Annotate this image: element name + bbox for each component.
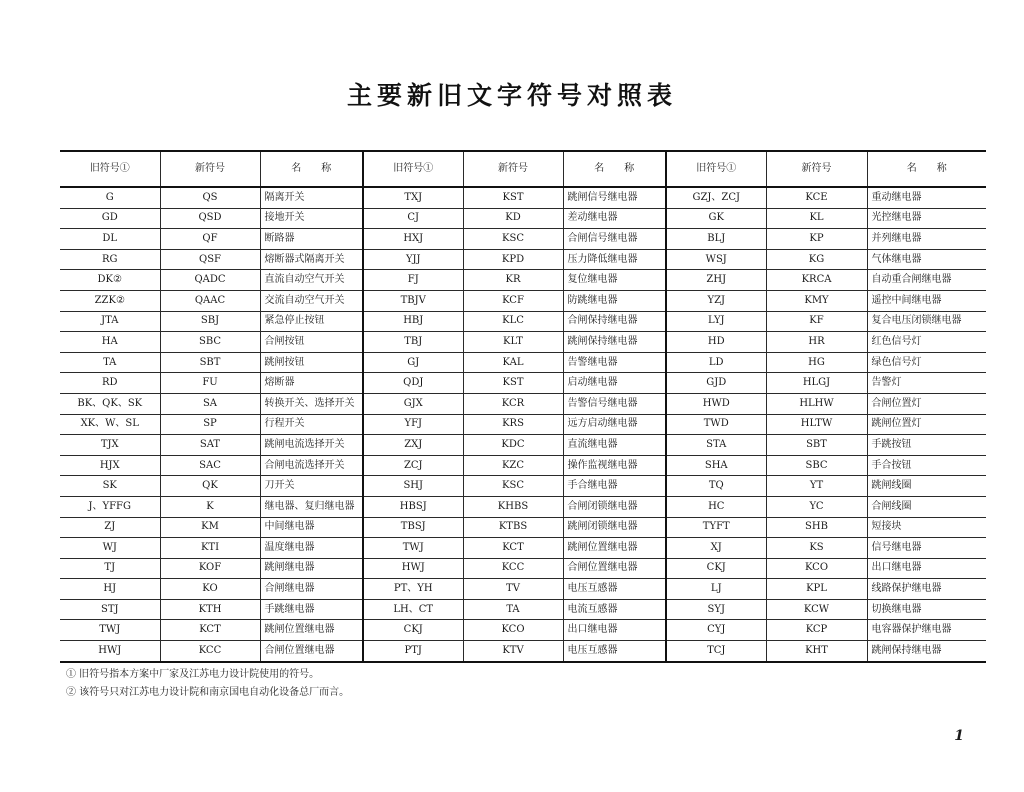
old-symbol-cell: TBJV <box>363 290 463 311</box>
old-symbol-cell: YFJ <box>363 414 463 435</box>
table-row <box>60 517 986 538</box>
name-cell: 断路器 <box>260 229 363 250</box>
old-symbol-cell: WJ <box>60 538 160 559</box>
name-cell: 手合按钮 <box>867 455 986 476</box>
old-symbol-cell: JTA <box>60 311 160 332</box>
name-cell: 并列继电器 <box>867 229 986 250</box>
name-cell: 出口继电器 <box>563 620 666 641</box>
new-symbol-cell: QSD <box>160 208 260 229</box>
old-symbol-cell: WSJ <box>666 249 766 270</box>
old-symbol-cell: LH、CT <box>363 599 463 620</box>
name-cell: 复合电压闭锁继电器 <box>867 311 986 332</box>
table-row <box>60 579 986 600</box>
old-symbol-cell: LYJ <box>666 311 766 332</box>
new-symbol-cell: SBT <box>766 435 867 456</box>
name-cell: 隔离开关 <box>260 187 363 208</box>
column-header: 新符号 <box>766 151 867 187</box>
page-number: 1 <box>954 728 964 744</box>
old-symbol-cell: TJX <box>60 435 160 456</box>
old-symbol-cell: DL <box>60 229 160 250</box>
old-symbol-cell: RG <box>60 249 160 270</box>
old-symbol-cell: GJD <box>666 373 766 394</box>
old-symbol-cell: XK、W、SL <box>60 414 160 435</box>
new-symbol-cell: HLHW <box>766 393 867 414</box>
name-cell: 复位继电器 <box>563 270 666 291</box>
new-symbol-cell: SAT <box>160 435 260 456</box>
name-cell: 绿色信号灯 <box>867 352 986 373</box>
old-symbol-cell: HA <box>60 332 160 353</box>
column-header: 新符号 <box>160 151 260 187</box>
table-row <box>60 270 986 291</box>
old-symbol-cell: TCJ <box>666 641 766 662</box>
name-cell: 跳闸保持继电器 <box>867 641 986 662</box>
name-cell: 合闸电流选择开关 <box>260 455 363 476</box>
name-cell: 防跳继电器 <box>563 290 666 311</box>
old-symbol-cell: TWJ <box>363 538 463 559</box>
new-symbol-cell: KHT <box>766 641 867 662</box>
new-symbol-cell: KDC <box>463 435 563 456</box>
name-cell: 跳闸位置继电器 <box>260 620 363 641</box>
old-symbol-cell: CKJ <box>666 558 766 579</box>
old-symbol-cell: CYJ <box>666 620 766 641</box>
name-cell: 告警灯 <box>867 373 986 394</box>
column-header: 名 称 <box>867 151 986 187</box>
new-symbol-cell: SBC <box>160 332 260 353</box>
table-row <box>60 290 986 311</box>
table-row <box>60 620 986 641</box>
table-row <box>60 311 986 332</box>
name-cell: 合闸位置继电器 <box>260 641 363 662</box>
old-symbol-cell: LJ <box>666 579 766 600</box>
name-cell: 光控继电器 <box>867 208 986 229</box>
name-cell: 手跳按钮 <box>867 435 986 456</box>
name-cell: 信号继电器 <box>867 538 986 559</box>
new-symbol-cell: KPL <box>766 579 867 600</box>
new-symbol-cell: KCT <box>463 538 563 559</box>
table-row <box>60 229 986 250</box>
new-symbol-cell: TV <box>463 579 563 600</box>
new-symbol-cell: KCC <box>463 558 563 579</box>
old-symbol-cell: GZJ、ZCJ <box>666 187 766 208</box>
old-symbol-cell: HWD <box>666 393 766 414</box>
new-symbol-cell: KLC <box>463 311 563 332</box>
name-cell: 电压互感器 <box>563 641 666 662</box>
new-symbol-cell: KP <box>766 229 867 250</box>
new-symbol-cell: HR <box>766 332 867 353</box>
old-symbol-cell: ZZK② <box>60 290 160 311</box>
old-symbol-cell: SK <box>60 476 160 497</box>
name-cell: 远方启动继电器 <box>563 414 666 435</box>
old-symbol-cell: CJ <box>363 208 463 229</box>
old-symbol-cell: STJ <box>60 599 160 620</box>
new-symbol-cell: KS <box>766 538 867 559</box>
old-symbol-cell: BLJ <box>666 229 766 250</box>
old-symbol-cell: XJ <box>666 538 766 559</box>
table-row <box>60 249 986 270</box>
new-symbol-cell: SBC <box>766 455 867 476</box>
old-symbol-cell: HJX <box>60 455 160 476</box>
name-cell: 跳闸信号继电器 <box>563 187 666 208</box>
name-cell: 电流互感器 <box>563 599 666 620</box>
new-symbol-cell: KSC <box>463 229 563 250</box>
new-symbol-cell: KM <box>160 517 260 538</box>
name-cell: 合闸线圈 <box>867 496 986 517</box>
name-cell: 刀开关 <box>260 476 363 497</box>
old-symbol-cell: YJJ <box>363 249 463 270</box>
old-symbol-cell: CKJ <box>363 620 463 641</box>
table-row <box>60 435 986 456</box>
new-symbol-cell: SBJ <box>160 311 260 332</box>
name-cell: 跳闸电流选择开关 <box>260 435 363 456</box>
column-header: 旧符号① <box>666 151 766 187</box>
new-symbol-cell: QF <box>160 229 260 250</box>
old-symbol-cell: HWJ <box>363 558 463 579</box>
old-symbol-cell: TBSJ <box>363 517 463 538</box>
old-symbol-cell: DK② <box>60 270 160 291</box>
name-cell: 切换继电器 <box>867 599 986 620</box>
name-cell: 手合继电器 <box>563 476 666 497</box>
old-symbol-cell: PTJ <box>363 641 463 662</box>
name-cell: 继电器、复归继电器 <box>260 496 363 517</box>
old-symbol-cell: ZJ <box>60 517 160 538</box>
new-symbol-cell: KCO <box>463 620 563 641</box>
new-symbol-cell: SP <box>160 414 260 435</box>
old-symbol-cell: GJX <box>363 393 463 414</box>
footnotes <box>66 666 349 702</box>
new-symbol-cell: QK <box>160 476 260 497</box>
table-row <box>60 373 986 394</box>
column-header: 名 称 <box>260 151 363 187</box>
new-symbol-cell: QADC <box>160 270 260 291</box>
new-symbol-cell: SBT <box>160 352 260 373</box>
new-symbol-cell: KTV <box>463 641 563 662</box>
table-row <box>60 414 986 435</box>
new-symbol-cell: KZC <box>463 455 563 476</box>
old-symbol-cell: TJ <box>60 558 160 579</box>
old-symbol-cell: GK <box>666 208 766 229</box>
new-symbol-cell: KTBS <box>463 517 563 538</box>
old-symbol-cell: SHA <box>666 455 766 476</box>
name-cell: 熔断器 <box>260 373 363 394</box>
old-symbol-cell: SHJ <box>363 476 463 497</box>
name-cell: 合闸继电器 <box>260 579 363 600</box>
old-symbol-cell: TYFT <box>666 517 766 538</box>
new-symbol-cell: KCC <box>160 641 260 662</box>
column-header: 旧符号① <box>363 151 463 187</box>
name-cell: 跳闸按钮 <box>260 352 363 373</box>
table-row <box>60 187 986 208</box>
old-symbol-cell: TWJ <box>60 620 160 641</box>
name-cell: 压力降低继电器 <box>563 249 666 270</box>
new-symbol-cell: KF <box>766 311 867 332</box>
old-symbol-cell: YZJ <box>666 290 766 311</box>
table-header-row <box>60 151 986 187</box>
name-cell: 直流自动空气开关 <box>260 270 363 291</box>
name-cell: 告警继电器 <box>563 352 666 373</box>
name-cell: 线路保护继电器 <box>867 579 986 600</box>
name-cell: 出口继电器 <box>867 558 986 579</box>
old-symbol-cell: SYJ <box>666 599 766 620</box>
name-cell: 合闸按钮 <box>260 332 363 353</box>
table-body <box>60 187 986 662</box>
new-symbol-cell: KOF <box>160 558 260 579</box>
name-cell: 跳闸位置灯 <box>867 414 986 435</box>
column-header: 旧符号① <box>60 151 160 187</box>
new-symbol-cell: QS <box>160 187 260 208</box>
old-symbol-cell: HXJ <box>363 229 463 250</box>
table-row <box>60 641 986 662</box>
old-symbol-cell: J、YFFG <box>60 496 160 517</box>
name-cell: 合闸信号继电器 <box>563 229 666 250</box>
new-symbol-cell: SA <box>160 393 260 414</box>
old-symbol-cell: TBJ <box>363 332 463 353</box>
new-symbol-cell: KSC <box>463 476 563 497</box>
new-symbol-cell: SHB <box>766 517 867 538</box>
new-symbol-cell: KCE <box>766 187 867 208</box>
name-cell: 遥控中间继电器 <box>867 290 986 311</box>
new-symbol-cell: TA <box>463 599 563 620</box>
table-row <box>60 558 986 579</box>
symbol-comparison-table <box>60 150 986 663</box>
old-symbol-cell: GJ <box>363 352 463 373</box>
new-symbol-cell: KRCA <box>766 270 867 291</box>
new-symbol-cell: QAAC <box>160 290 260 311</box>
old-symbol-cell: FJ <box>363 270 463 291</box>
old-symbol-cell: RD <box>60 373 160 394</box>
table-row <box>60 496 986 517</box>
name-cell: 跳闸线圈 <box>867 476 986 497</box>
new-symbol-cell: KCF <box>463 290 563 311</box>
new-symbol-cell: KTH <box>160 599 260 620</box>
column-header: 新符号 <box>463 151 563 187</box>
table-row <box>60 538 986 559</box>
name-cell: 行程开关 <box>260 414 363 435</box>
new-symbol-cell: HLTW <box>766 414 867 435</box>
old-symbol-cell: TWD <box>666 414 766 435</box>
table-row <box>60 599 986 620</box>
old-symbol-cell: HBJ <box>363 311 463 332</box>
new-symbol-cell: KRS <box>463 414 563 435</box>
name-cell: 跳闸保持继电器 <box>563 332 666 353</box>
name-cell: 自动重合闸继电器 <box>867 270 986 291</box>
new-symbol-cell: KTI <box>160 538 260 559</box>
old-symbol-cell: G <box>60 187 160 208</box>
name-cell: 温度继电器 <box>260 538 363 559</box>
new-symbol-cell: KL <box>766 208 867 229</box>
name-cell: 接地开关 <box>260 208 363 229</box>
new-symbol-cell: KCT <box>160 620 260 641</box>
new-symbol-cell: KST <box>463 373 563 394</box>
new-symbol-cell: K <box>160 496 260 517</box>
old-symbol-cell: HD <box>666 332 766 353</box>
table-row <box>60 476 986 497</box>
table-row <box>60 393 986 414</box>
new-symbol-cell: KR <box>463 270 563 291</box>
table-row <box>60 455 986 476</box>
footnote-2: ② 该符号只对江苏电力设计院和南京国电自动化设备总厂而言。 <box>66 687 350 698</box>
name-cell: 跳闸闭锁继电器 <box>563 517 666 538</box>
old-symbol-cell: TXJ <box>363 187 463 208</box>
old-symbol-cell: BK、QK、SK <box>60 393 160 414</box>
old-symbol-cell: QDJ <box>363 373 463 394</box>
name-cell: 气体继电器 <box>867 249 986 270</box>
name-cell: 合闸闭锁继电器 <box>563 496 666 517</box>
new-symbol-cell: FU <box>160 373 260 394</box>
table-row <box>60 352 986 373</box>
old-symbol-cell: TQ <box>666 476 766 497</box>
new-symbol-cell: KO <box>160 579 260 600</box>
new-symbol-cell: KHBS <box>463 496 563 517</box>
column-header: 名 称 <box>563 151 666 187</box>
old-symbol-cell: HJ <box>60 579 160 600</box>
name-cell: 合闸位置灯 <box>867 393 986 414</box>
name-cell: 紧急停止按钮 <box>260 311 363 332</box>
new-symbol-cell: KCP <box>766 620 867 641</box>
name-cell: 操作监视继电器 <box>563 455 666 476</box>
name-cell: 合闸位置继电器 <box>563 558 666 579</box>
old-symbol-cell: PT、YH <box>363 579 463 600</box>
new-symbol-cell: SAC <box>160 455 260 476</box>
new-symbol-cell: KAL <box>463 352 563 373</box>
page-title: 主要新旧文字符号对照表 <box>346 81 677 110</box>
new-symbol-cell: HG <box>766 352 867 373</box>
name-cell: 电容器保护继电器 <box>867 620 986 641</box>
old-symbol-cell: ZHJ <box>666 270 766 291</box>
new-symbol-cell: KPD <box>463 249 563 270</box>
old-symbol-cell: HWJ <box>60 641 160 662</box>
name-cell: 电压互感器 <box>563 579 666 600</box>
new-symbol-cell: KMY <box>766 290 867 311</box>
name-cell: 转换开关、选择开关 <box>260 393 363 414</box>
footnote-1: ① 旧符号指本方案中厂家及江苏电力设计院使用的符号。 <box>66 669 320 680</box>
old-symbol-cell: LD <box>666 352 766 373</box>
name-cell: 手跳继电器 <box>260 599 363 620</box>
new-symbol-cell: KCW <box>766 599 867 620</box>
name-cell: 短接块 <box>867 517 986 538</box>
table-row <box>60 208 986 229</box>
name-cell: 启动继电器 <box>563 373 666 394</box>
new-symbol-cell: YC <box>766 496 867 517</box>
old-symbol-cell: STA <box>666 435 766 456</box>
new-symbol-cell: KLT <box>463 332 563 353</box>
new-symbol-cell: KCO <box>766 558 867 579</box>
new-symbol-cell: KST <box>463 187 563 208</box>
name-cell: 跳闸位置继电器 <box>563 538 666 559</box>
name-cell: 跳闸继电器 <box>260 558 363 579</box>
old-symbol-cell: TA <box>60 352 160 373</box>
name-cell: 中间继电器 <box>260 517 363 538</box>
name-cell: 差动继电器 <box>563 208 666 229</box>
new-symbol-cell: KD <box>463 208 563 229</box>
name-cell: 告警信号继电器 <box>563 393 666 414</box>
new-symbol-cell: QSF <box>160 249 260 270</box>
old-symbol-cell: HBSJ <box>363 496 463 517</box>
new-symbol-cell: KCR <box>463 393 563 414</box>
new-symbol-cell: HLGJ <box>766 373 867 394</box>
name-cell: 交流自动空气开关 <box>260 290 363 311</box>
name-cell: 直流继电器 <box>563 435 666 456</box>
symbol-comparison-table-wrapper <box>60 150 986 663</box>
table-row <box>60 332 986 353</box>
old-symbol-cell: ZXJ <box>363 435 463 456</box>
old-symbol-cell: GD <box>60 208 160 229</box>
name-cell: 重动继电器 <box>867 187 986 208</box>
name-cell: 合闸保持继电器 <box>563 311 666 332</box>
old-symbol-cell: ZCJ <box>363 455 463 476</box>
new-symbol-cell: KG <box>766 249 867 270</box>
old-symbol-cell: HC <box>666 496 766 517</box>
name-cell: 红色信号灯 <box>867 332 986 353</box>
name-cell: 熔断器式隔离开关 <box>260 249 363 270</box>
new-symbol-cell: YT <box>766 476 867 497</box>
